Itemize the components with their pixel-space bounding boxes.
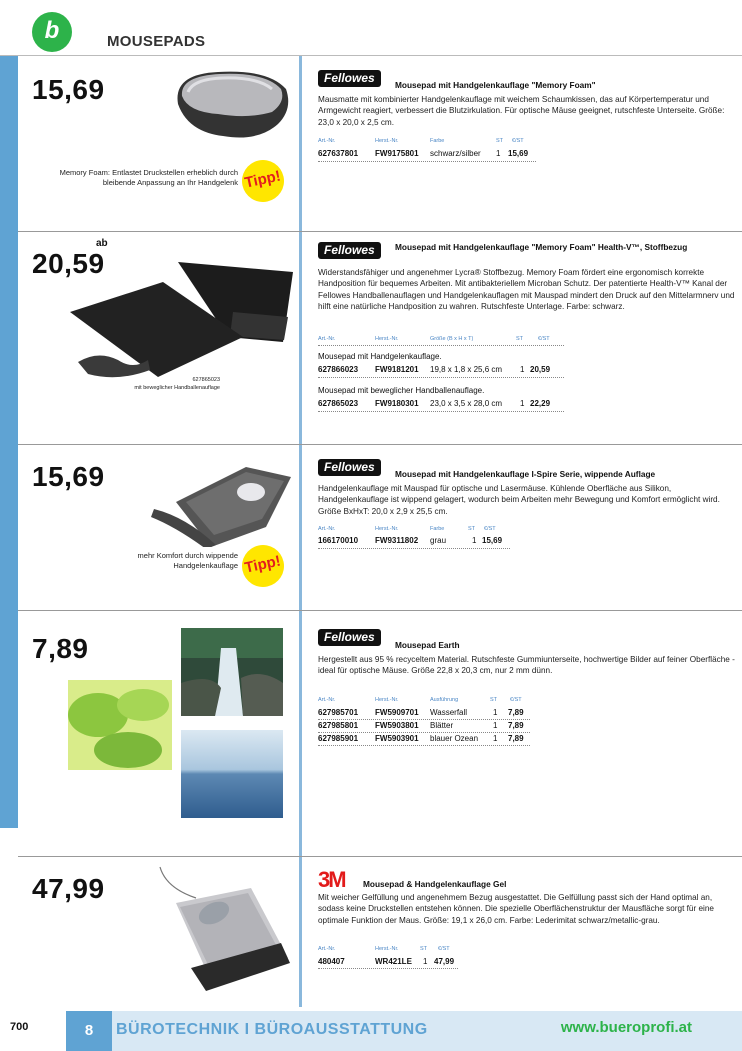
- cell-herst-nr: WR421LE: [375, 957, 412, 966]
- cell-herst-nr: FW5903801: [375, 721, 419, 730]
- cell-price: 15,69: [508, 149, 529, 158]
- product-description: Handgelenkauflage mit Mauspad für optische und Lasermäuse. Kühlende Oberfläche aus Silikon, Handgelenkauflage ist wippend gelagert, wodurch beim Arbeiten mehr Bewegung und Komfort ermöglicht wird. Größe BxHxT: 20,0 x 2,9 x 25,5 cm.: [318, 484, 720, 516]
- table-row: [318, 721, 548, 732]
- table-row: [318, 734, 548, 745]
- cell-groesse: 23,0 x 3,5 x 28,0 cm: [430, 399, 503, 408]
- product-section-2: [18, 232, 742, 445]
- page-number: 700: [10, 1021, 29, 1033]
- brand-logo-fellowes: Fellowes: [318, 70, 381, 87]
- table-row: [318, 536, 538, 547]
- row-divider: [318, 411, 564, 412]
- page-title: MOUSEPADS: [107, 33, 206, 50]
- product-image-memory-foam: [168, 64, 296, 144]
- feature-caption: mehr Komfort durch wippende Handgelenkauflage: [137, 551, 238, 570]
- cell-art-nr: 627865023: [318, 399, 359, 408]
- th-price: €/ST: [512, 138, 524, 144]
- chapter-title: BÜROTECHNIK I BÜROAUSSTATTUNG: [116, 1021, 428, 1038]
- brand-logo-fellowes: Fellowes: [318, 242, 381, 259]
- brand-logo-fellowes: Fellowes: [318, 459, 381, 476]
- row-divider: [318, 719, 530, 720]
- th-st: ST: [516, 336, 524, 342]
- row-divider: [318, 161, 536, 162]
- table-row: [318, 365, 578, 376]
- variant-label: Mousepad mit beweglicher Handballenauflage.: [318, 386, 485, 395]
- th-st: ST: [420, 946, 428, 952]
- cell-st: 1: [520, 365, 525, 374]
- th-farbe: Farbe: [430, 526, 445, 532]
- cell-st: 1: [493, 708, 498, 717]
- cell-price: 15,69: [482, 536, 503, 545]
- th-price: €/ST: [510, 697, 522, 703]
- product-description: Widerstandsfähiger und angenehmer Lycra® Stoffbezug. Memory Foam fördert eine ergonomisch korrekte Handposition für bequemes Arbeiten. Mit antibakteriellem Microban Schutz. Der patentierte Health-V™ Kanal der Fellowes Handballenauflagen und Handgelenkauflagen mit Mauspad mindert den Druck auf den Mittelarmnerv und hilft eine natürliche Handposition zu wahren. Rutschfeste Unterlage. Farbe: schwarz.: [318, 268, 735, 312]
- th-art-nr: Art.-Nr.: [318, 336, 336, 342]
- cell-art-nr: 480407: [318, 957, 345, 966]
- table-row: [318, 149, 558, 160]
- website-url: www.bueroprofi.at: [560, 1019, 692, 1036]
- chapter-number: 8: [66, 1011, 112, 1051]
- cell-price: 47,99: [434, 957, 455, 966]
- product-description: Mausmatte mit kombinierter Handgelenkauflage mit weichem Schaumkissen, das auf Körpertemperatur und Armgewicht reagiert, verbessert die Blutzirkulation. Für optische Mäuse geeignet, rutschfeste Unterseite. Größe: 23,0 x 20,0 x 2,5 cm.: [318, 95, 725, 127]
- feature-caption: Memory Foam: Entlastet Druckstellen erheblich durch bleibende Anpassung an Ihr Handgelenk: [59, 168, 238, 187]
- product-image-3m-gel: [156, 863, 296, 999]
- th-herst-nr: Herst.-Nr.: [375, 946, 399, 952]
- table-header: [318, 526, 548, 534]
- cell-herst-nr: FW5909701: [375, 708, 419, 717]
- column-divider: [299, 445, 302, 611]
- row-divider: [318, 345, 564, 346]
- cell-art-nr: 627985901: [318, 734, 359, 743]
- th-art-nr: Art.-Nr.: [318, 138, 336, 144]
- cell-price: 7,89: [508, 708, 524, 717]
- price: 47,99: [32, 873, 105, 904]
- cell-ausfuehrung: Wasserfall: [430, 708, 468, 717]
- price: 7,89: [32, 633, 89, 664]
- product-title: Mousepad mit Handgelenkauflage "Memory Foam" Health-V™, Stoffbezug: [395, 242, 688, 252]
- product-section-5: [18, 857, 742, 1007]
- th-st: ST: [490, 697, 498, 703]
- tipp-badge: Tipp!: [238, 156, 288, 206]
- table-row: [318, 957, 518, 968]
- column-divider: [299, 56, 302, 232]
- price: 15,69: [32, 461, 105, 492]
- price: 20,59: [32, 248, 105, 279]
- cell-ausfuehrung: blauer Ozean: [430, 734, 479, 743]
- cell-price: 22,29: [530, 399, 551, 408]
- cell-st: 1: [496, 149, 501, 158]
- product-section-4: [18, 611, 742, 857]
- th-groesse: Größe (B x H x T): [430, 336, 474, 342]
- cell-st: 1: [520, 399, 525, 408]
- th-st: ST: [496, 138, 504, 144]
- product-description: Hergestellt aus 95 % recyceltem Material. Rutschfeste Gummiunterseite, hochwertige Bilder auf feiner Oberfläche - ideal für optische Mäuse. Größe 22,8 x 20,3 cm, nur 2 mm dünn.: [318, 655, 735, 676]
- th-st: ST: [468, 526, 476, 532]
- caption-number: 627865023: [192, 377, 220, 383]
- cell-farbe: grau: [430, 536, 447, 545]
- th-art-nr: Art.-Nr.: [318, 526, 336, 532]
- product-section-3: [18, 445, 742, 611]
- th-herst-nr: Herst.-Nr.: [375, 526, 399, 532]
- product-title: Mousepad & Handgelenkauflage Gel: [363, 879, 507, 889]
- price-prefix: ab: [96, 238, 108, 249]
- cell-st: 1: [493, 734, 498, 743]
- th-herst-nr: Herst.-Nr.: [375, 697, 399, 703]
- th-herst-nr: Herst.-Nr.: [375, 138, 399, 144]
- table-header: [318, 336, 578, 344]
- tipp-badge: Tipp!: [238, 541, 288, 591]
- cell-st: 1: [423, 957, 428, 966]
- th-farbe: Farbe: [430, 138, 445, 144]
- cell-price: 7,89: [508, 734, 524, 743]
- table-header: [318, 946, 518, 954]
- th-price: €/ST: [438, 946, 450, 952]
- th-price: €/ST: [484, 526, 496, 532]
- table-row: [318, 399, 578, 410]
- product-title: Mousepad Earth: [395, 640, 460, 650]
- row-divider: [318, 732, 530, 733]
- price: 15,69: [32, 74, 105, 105]
- cell-herst-nr: FW9181201: [375, 365, 419, 374]
- product-image-waterfall: [181, 628, 283, 716]
- page-header: [0, 0, 742, 56]
- category-badge: b: [32, 12, 72, 52]
- th-ausfuehrung: Ausführung: [430, 697, 459, 703]
- product-image-health-v: [58, 242, 298, 380]
- cell-art-nr: 166170010: [318, 536, 359, 545]
- column-divider: [299, 232, 302, 445]
- cell-groesse: 19,8 x 1,8 x 25,6 cm: [430, 365, 503, 374]
- cell-herst-nr: FW9175801: [375, 149, 419, 158]
- column-divider: [299, 611, 302, 857]
- cell-herst-nr: FW9311802: [375, 536, 419, 545]
- row-divider: [318, 968, 458, 969]
- th-price: €/ST: [538, 336, 550, 342]
- th-art-nr: Art.-Nr.: [318, 946, 336, 952]
- row-divider: [318, 745, 530, 746]
- product-title: Mousepad mit Handgelenkauflage I-Spire Serie, wippende Auflage: [395, 469, 656, 479]
- product-section-1: [18, 56, 742, 232]
- cell-price: 7,89: [508, 721, 524, 730]
- feature-caption: mit beweglicher Handballenauflage: [134, 385, 220, 391]
- product-image-blue-ocean: [181, 730, 283, 818]
- table-row: [318, 708, 548, 719]
- sidebar-accent-bar: [0, 56, 18, 828]
- product-description: Mit weicher Gelfüllung und angenehmem Bezug ausgestattet. Die Gelfüllung passt sich der Hand optimal an, sodass keine Druckstellen entstehen können. Die spezielle Oberflächenstruktur der Mausfläche sorgt für eine optimale Funktion der Maus. Größe: 19,1 x 26,0 cm. Farbe: Lederimitat schwarz/metallic-grau.: [318, 893, 714, 925]
- row-divider: [318, 548, 510, 549]
- cell-farbe: schwarz/silber: [430, 149, 481, 158]
- cell-price: 20,59: [530, 365, 551, 374]
- cell-art-nr: 627985801: [318, 721, 359, 730]
- table-header: [318, 138, 548, 146]
- footer-bar: [66, 1011, 742, 1051]
- cell-herst-nr: FW5903901: [375, 734, 419, 743]
- column-divider: [299, 857, 302, 1007]
- row-divider: [318, 377, 564, 378]
- variant-label: Mousepad mit Handgelenkauflage.: [318, 352, 442, 361]
- product-image-leaves: [68, 680, 172, 770]
- cell-art-nr: 627866023: [318, 365, 359, 374]
- cell-st: 1: [493, 721, 498, 730]
- brand-logo-3m: 3M: [318, 867, 345, 892]
- cell-herst-nr: FW9180301: [375, 399, 419, 408]
- cell-ausfuehrung: Blätter: [430, 721, 454, 730]
- cell-st: 1: [472, 536, 477, 545]
- product-title: Mousepad mit Handgelenkauflage "Memory Foam": [395, 80, 596, 90]
- brand-logo-fellowes: Fellowes: [318, 629, 381, 646]
- th-herst-nr: Herst.-Nr.: [375, 336, 399, 342]
- product-image-i-spire: [146, 457, 296, 547]
- cell-art-nr: 627637801: [318, 149, 359, 158]
- table-header: [318, 697, 548, 705]
- th-art-nr: Art.-Nr.: [318, 697, 336, 703]
- cell-art-nr: 627985701: [318, 708, 359, 717]
